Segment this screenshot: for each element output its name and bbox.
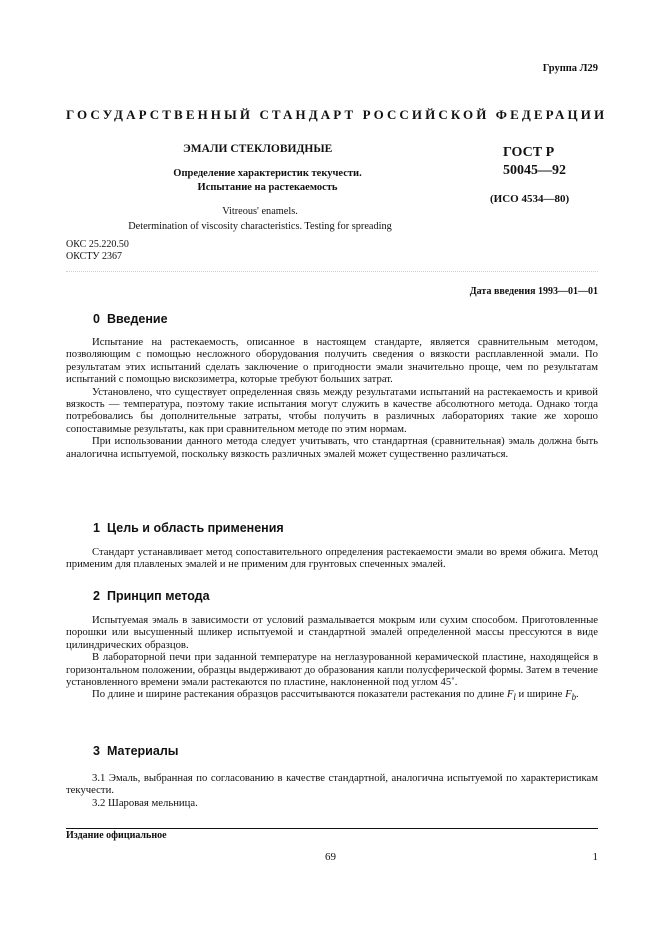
section-number: 2	[93, 589, 100, 603]
section-title: Принцип метода	[106, 589, 210, 603]
symbol-fl: $F_l$	[506, 688, 516, 703]
classification-codes	[66, 239, 129, 263]
english-title	[115, 204, 405, 234]
paragraph: Испытуемая эмаль в зависимости от условий размалывается мокрым или сухим способом. Приготовленные порошки или высушенный шликер испытуемой и стандартной эмалей определенной массы прессуются в виде цилиндрических образцов.	[66, 614, 598, 651]
symbol-fb: $F_b$	[565, 688, 577, 703]
oks-code: ОКС 25.220.50	[66, 239, 129, 250]
section-number: 3	[93, 744, 100, 758]
section-number: 1	[93, 521, 100, 535]
page-number: 69	[325, 851, 336, 863]
header-divider	[66, 271, 598, 272]
list-item: 3.2 Шаровая мельница.	[92, 796, 198, 809]
paragraph-text: По длине и ширине растекания образцов рассчитываются показатели растекания по длине	[92, 688, 505, 701]
section-title: Цель и область применения	[106, 521, 284, 535]
section-3-body	[66, 772, 598, 809]
group-code: Группа Л29	[542, 63, 598, 74]
paragraph: Установлено, что существует определенная связь между результатами испытаний на растекаемость и кривой вязкость — температура, поэтому такие испытания могут служить в качестве абсолютного метода. Однако тогда потребовались бы дополнительные затраты, чтобы получить в различных лабораториях такие же хорошо сопоставимые результаты, как при сравнительном методе по этим нормам.	[66, 385, 598, 435]
official-edition: Издание официальное	[66, 830, 167, 841]
section-title: Материалы	[106, 744, 179, 758]
document-subtitle	[150, 167, 385, 195]
paragraph-text: и ширине	[518, 688, 563, 701]
footer-rule	[66, 828, 598, 829]
section-0-heading	[93, 312, 168, 326]
paragraph: При использовании данного метода следует учитывать, что стандартная (сравнительная) эмаль должна быть аналогична испытуемой, поскольку вязкость различных эмалей может существенно различаться.	[66, 435, 598, 460]
okstu-code: ОКСТУ 2367	[66, 251, 123, 262]
section-title: Введение	[106, 312, 168, 326]
english-title-line-2: Determination of viscosity characteristics. Testing for spreading	[128, 221, 392, 232]
subtitle-line-2: Испытание на растекаемость	[197, 182, 338, 193]
gost-label: ГОСТ Р	[503, 145, 555, 160]
document-title: ЭМАЛИ СТЕКЛОВИДНЫЕ	[183, 143, 333, 155]
introduction-date: Дата введения 1993—01—01	[469, 286, 598, 297]
paragraph: В лабораторной печи при заданной температуре на неглазурованной керамической пластине, находящейся в горизонтальном положении, образцы выдерживают до образования капли полусферической формы. Затем в течение установленного времени эмали растекаются по пластине, наклоненной под углом 45˚.	[66, 651, 598, 689]
section-1-body	[66, 546, 598, 571]
english-title-line-1: Vitreous' enamels.	[222, 206, 298, 217]
paragraph: Испытание на растекаемость, описанное в настоящем стандарте, является сравнительным методом, позволяющим с помощью несложного оборудования получить сведения о вязкости расплавленной эмали. По результатам этих испытаний сделать заключение о пригодности эмали значительно проще, чем по результатам испытаний с помощью вискозиметра, которые требуют больших затрат.	[66, 336, 598, 386]
list-item: 3.1 Эмаль, выбранная по согласованию в качестве стандартной, аналогична испытуемой по характеристикам текучести.	[66, 772, 598, 797]
section-2-body	[66, 614, 598, 704]
paragraph: По длине и ширине растекания образцов рассчитываются показатели растекания по длине $F_l$ и ширине $F_b$.	[92, 688, 579, 703]
section-number: 0	[93, 312, 100, 326]
iso-reference: (ИСО 4534—80)	[490, 193, 570, 205]
section-1-heading	[93, 521, 284, 535]
section-2-heading	[93, 589, 210, 603]
gost-code: 50045—92	[503, 163, 566, 178]
sheet-number: 1	[592, 851, 598, 863]
section-3-heading	[93, 744, 178, 758]
gost-number	[503, 144, 566, 180]
subtitle-line-1: Определение характеристик текучести.	[173, 168, 362, 179]
state-standard-banner: ГОСУДАРСТВЕННЫЙ СТАНДАРТ РОССИЙСКОЙ ФЕДЕРАЦИИ	[66, 107, 608, 122]
paragraph: Стандарт устанавливает метод сопоставительного определения растекаемости эмали во время обжига. Метод применим для плавленых эмалей и не применим для грунтовых спеченных эмалей.	[66, 546, 598, 571]
section-0-body	[66, 336, 598, 460]
